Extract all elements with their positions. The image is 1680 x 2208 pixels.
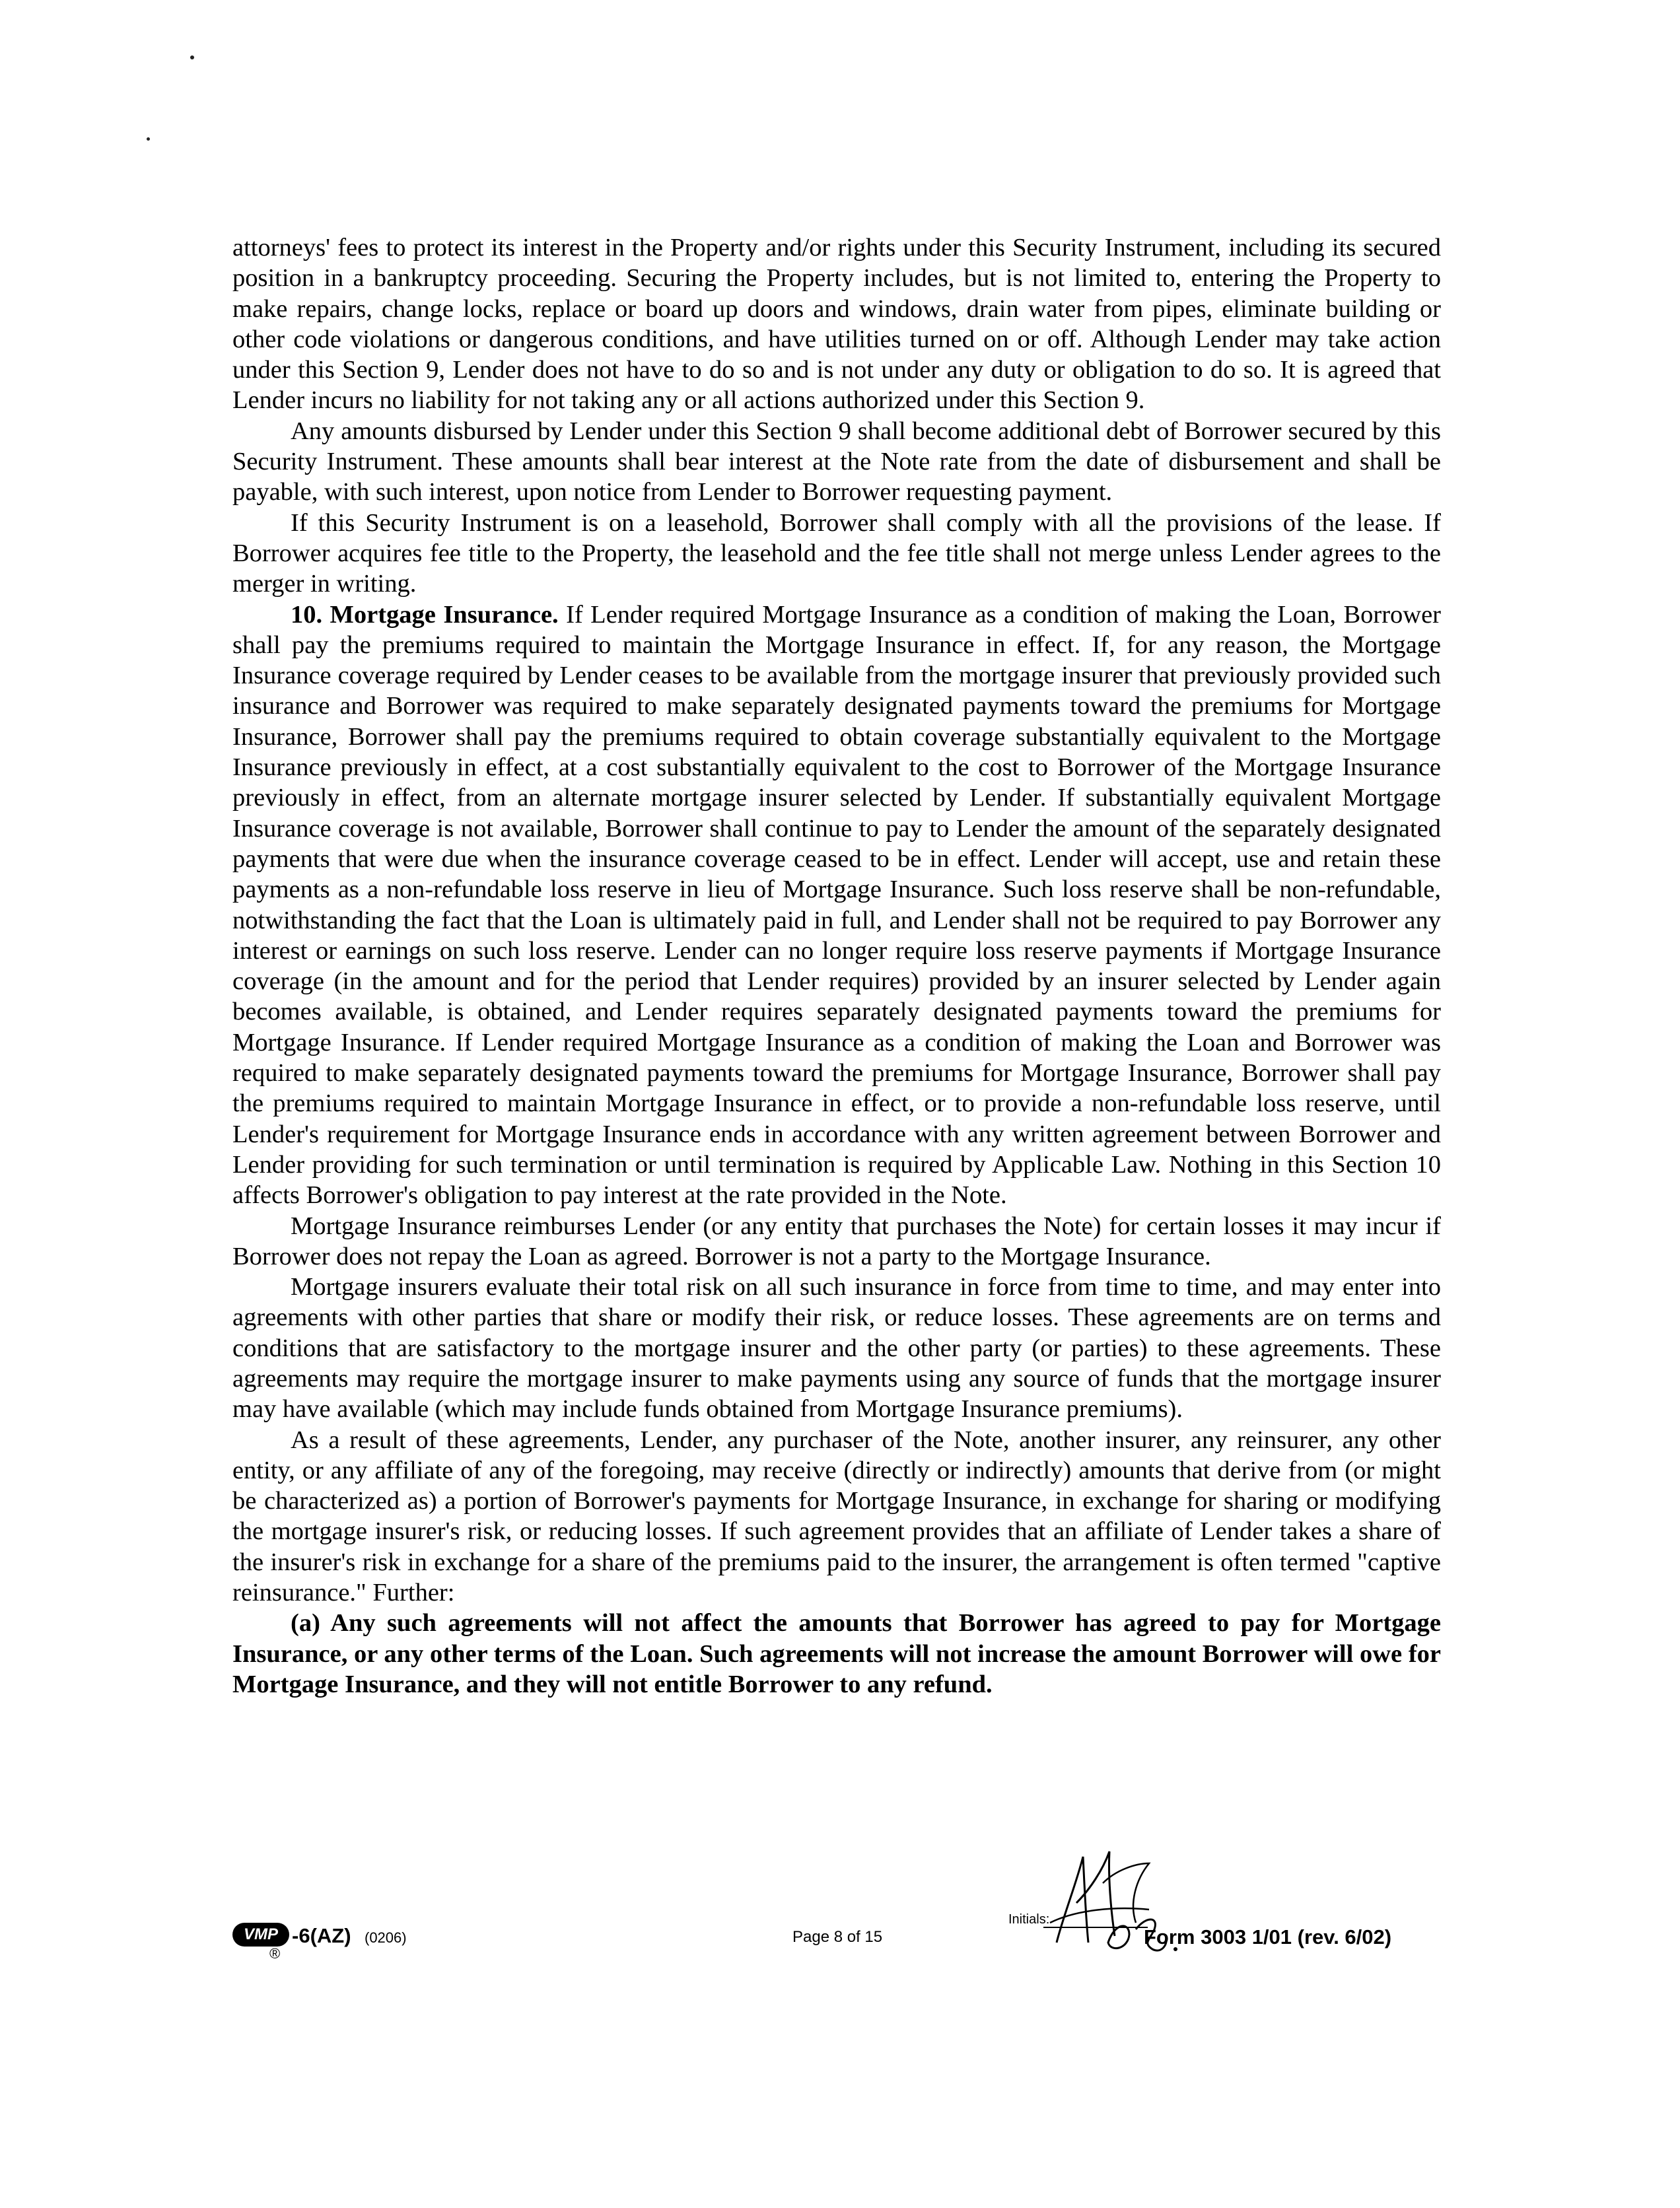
scan-speck	[147, 137, 150, 141]
form-date: (0206)	[365, 1929, 407, 1946]
paragraph-amounts-disbursed: Any amounts disbursed by Lender under this Section 9 shall become additional debt of Borrower secured by this Security Instrument. These amounts shall bear interest at the Note rate from the date of disbursement and shall be payable, with such interest, upon notice from Lender to Borrower requesting payment.	[232, 417, 1441, 506]
paragraph-mi-insurers: Mortgage insurers evaluate their total risk on all such insurance in force from time to time, and may enter into agreements with other parties that share or modify their risk, or reduce losses. These agreements are on terms and conditions that are satisfactory to the mortgage insurer and the other party (or parties) to these agreements. These agreements may require the mortgage insurer to make payments using any source of funds that the mortgage insurer may have available (which may include funds obtained from Mortgage Insurance premiums).	[232, 1273, 1441, 1424]
paragraph-agreements-result: As a result of these agreements, Lender, any purchaser of the Note, another insurer, any reinsurer, any other entity, or any affiliate of any of the foregoing, may receive (directly or indirectly) amounts that derive from (or might be characterized as) a portion of Borrower's payments for Mortgage Insurance, in exchange for sharing or modifying the mortgage insurer's risk, or reducing losses. If such agreement provides that an affiliate of Lender takes a share of the insurer's risk in exchange for a share of the premiums paid to the insurer, the arrangement is often termed "captive reinsurance." Further:	[232, 1426, 1441, 1607]
page-number: Page 8 of 15	[792, 1928, 883, 1946]
page-footer	[232, 1888, 1441, 1968]
form-number: Form 3003 1/01 (rev. 6/02)	[1144, 1925, 1392, 1949]
initials-line	[1043, 1927, 1148, 1928]
form-code: -6(AZ)	[292, 1924, 351, 1947]
section-10-heading: 10. Mortgage Insurance.	[291, 600, 559, 629]
paragraph-leasehold: If this Security Instrument is on a leasehold, Borrower shall comply with all the provisions of the lease. If Borrower acquires fee title to the Property, the leasehold and the fee title shall not merge unless Lender agrees to the merger in writing.	[232, 508, 1441, 598]
section-10-text: If Lender required Mortgage Insurance as a condition of making the Loan, Borrower shall pay the premiums required to maintain the Mortgage Insurance in effect. If, for any reason, the Mortgage Insurance coverage required by Lender ceases to be available from the mortgage insurer that previously provided such insurance and Borrower was required to make separately designated payments toward the premiums for Mortgage Insurance, Borrower shall pay the premiums required to obtain coverage substantially equivalent to the Mortgage Insurance previously in effect, at a cost substantially equivalent to the cost to Borrower of the Mortgage Insurance previously in effect, from an alternate mortgage insurer selected by Lender. If substantially equivalent Mortgage Insurance coverage is not available, Borrower shall continue to pay to Lender the amount of the separately designated payments that were due when the insurance coverage ceased to be in effect. Lender will accept, use and retain these payments as a non-refundable loss reserve in lieu of Mortgage Insurance. Such loss reserve shall be non-refundable, notwithstanding the fact that the Loan is ultimately paid in full, and Lender shall not be required to pay Borrower any interest or earnings on such loss reserve. Lender can no longer require loss reserve payments if Mortgage Insurance coverage (in the amount and for the period that Lender requires) provided by an insurer selected by Lender again becomes available, is obtained, and Lender requires separately designated payments toward the premiums for Mortgage Insurance. If Lender required Mortgage Insurance as a condition of making the Loan and Borrower was required to make separately designated payments toward the premiums for Mortgage Insurance, Borrower shall pay the premiums required to maintain Mortgage Insurance in effect, or to provide a non-refundable loss reserve, until Lender's requirement for Mortgage Insurance ends in accordance with any written agreement between Borrower and Lender providing for such termination or until termination is required by Applicable Law. Nothing in this Section 10 affects Borrower's obligation to pay interest at the rate provided in the Note.	[232, 600, 1441, 1210]
vmp-logo: VMP	[232, 1923, 289, 1947]
paragraph-clause-a: (a) Any such agreements will not affect the amounts that Borrower has agreed to pay for Mortgage Insurance, or any other terms of the Loan. Such agreements will not increase the amount Borrower will owe for Mortgage Insurance, and they will not entitle Borrower to any refund.	[232, 1609, 1441, 1698]
registered-mark: ®	[269, 1945, 281, 1962]
document-body	[232, 232, 1441, 1700]
initials-label: Initials:	[1008, 1912, 1050, 1927]
paragraph-section-10	[232, 600, 1441, 1211]
scan-speck	[190, 55, 194, 59]
paragraph-security-continued: attorneys' fees to protect its interest in the Property and/or rights under this Security Instrument, including its secured position in a bankruptcy proceeding. Securing the Property includes, but is not limited to, entering the Property to make repairs, change locks, replace or board up doors and windows, drain water from pipes, eliminate building or other code violations or dangerous conditions, and have utilities turned on or off. Although Lender may take action under this Section 9, Lender does not have to do so and is not under any duty or obligation to do so. It is agreed that Lender incurs no liability for not taking any or all actions authorized under this Section 9.	[232, 234, 1441, 415]
paragraph-mi-reimburses: Mortgage Insurance reimburses Lender (or any entity that purchases the Note) for certain losses it may incur if Borrower does not repay the Loan as agreed. Borrower is not a party to the Mortgage Insurance.	[232, 1212, 1441, 1270]
